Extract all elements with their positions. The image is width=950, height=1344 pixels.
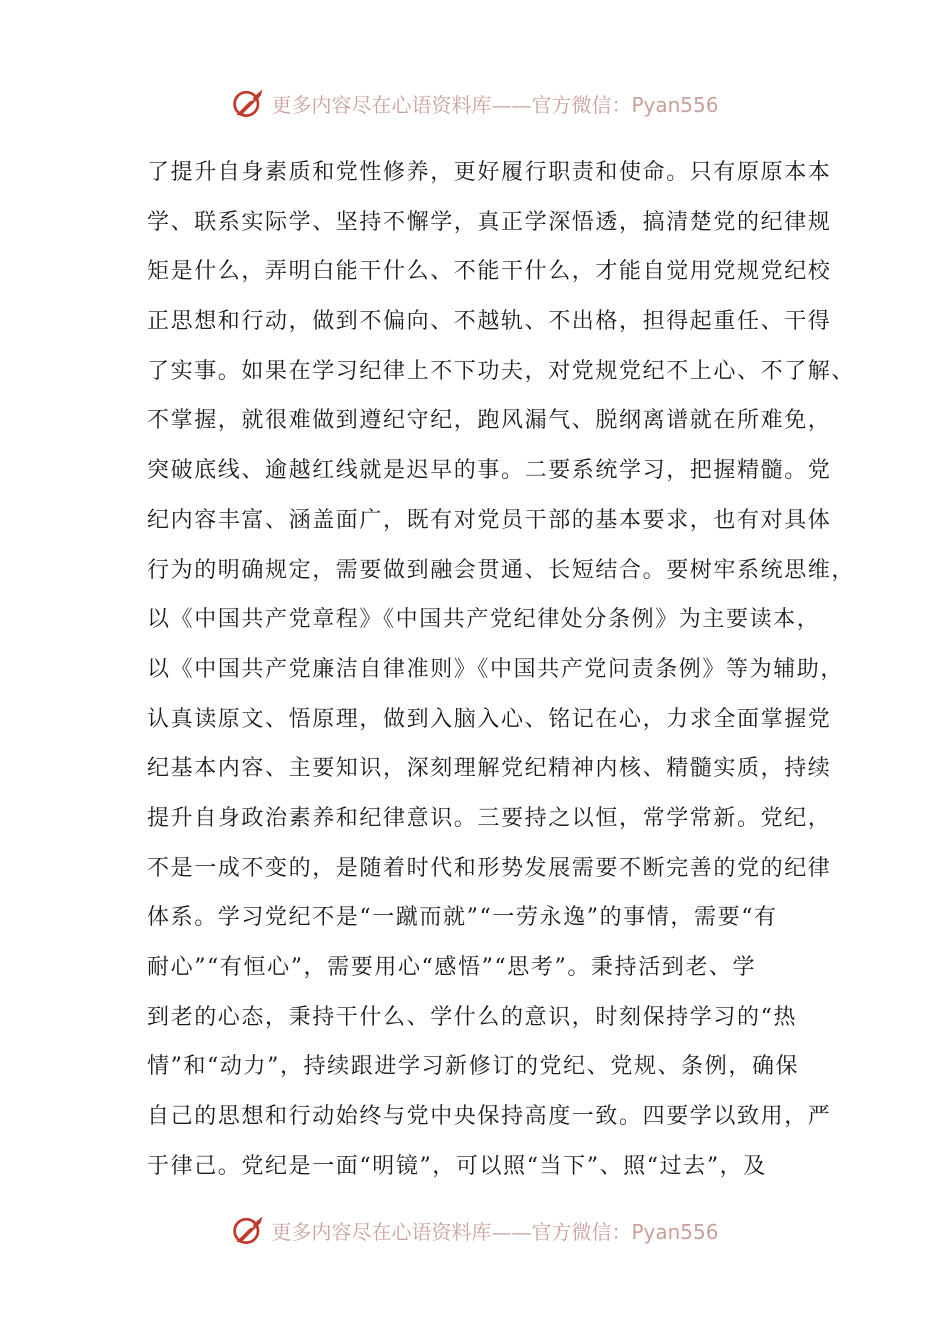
text-line: 不掌握，就很难做到遵纪守纪，跑风漏气、脱纲离谱就在所难免， [147,408,832,434]
footer-brand: 更多内容尽在心语资料库 [271,1219,492,1244]
pen-logo-icon [231,85,267,121]
header-brand: 更多内容尽在心语资料库 [271,92,492,117]
text-line: 情”和“动力”，持续跟进学习新修订的党纪、党规、条例，确保 [147,1054,800,1080]
header-watermark [0,83,950,123]
text-line: 认真读原文、悟原理，做到入脑入心、铭记在心，力求全面掌握党 [147,706,832,732]
text-line: 以《中国共产党廉洁自律准则》《中国共产党问责条例》等为辅助， [147,656,845,682]
text-line: 自己的思想和行动始终与党中央保持高度一致。四要学以致用，严 [147,1104,832,1130]
footer-dash: —— [491,1219,532,1244]
text-line: 行为的明确规定，需要做到融会贯通、长短结合。要树牢系统思维， [147,557,856,583]
text-line: 突破底线、逾越红线就是迟早的事。二要系统学习，把握精髓。党 [147,458,832,484]
footer-wechat: 官方微信：Pyan556 [531,1219,719,1244]
header-wechat: 官方微信：Pyan556 [531,92,719,117]
text-line: 矩是什么，弄明白能干什么、不能干什么，才能自觉用党规党纪校 [147,259,832,285]
text-line: 纪基本内容、主要知识，深刻理解党纪精神内核、精髓实质，持续 [147,756,832,782]
header-dash: —— [491,92,532,117]
text-line: 不是一成不变的，是随着时代和形势发展需要不断完善的党的纪律 [147,855,832,881]
text-line: 纪内容丰富、涵盖面广，既有对党员干部的基本要求，也有对具体 [147,507,832,533]
text-line: 正思想和行动，做到不偏向、不越轨、不出格，担得起重任、干得 [147,309,832,335]
footer-watermark [0,1210,950,1250]
text-line: 耐心”“有恒心”，需要用心“感悟”“思考”。秉持活到老、学 [147,955,757,980]
pen-logo-icon [231,1212,267,1248]
text-line: 于律己。党纪是一面“明镜”，可以照“当下”、照“过去”，及 [147,1153,767,1179]
text-line: 到老的心态，秉持干什么、学什么的意识，时刻保持学习的“热 [147,1004,798,1030]
text-line: 了实事。如果在学习纪律上不下功夫，对党规党纪不上心、不了解、 [147,358,856,384]
text-line: 提升自身政治素养和纪律意识。三要持之以恒，常学常新。党纪， [147,805,832,831]
text-line: 以《中国共产党章程》《中国共产党纪律处分条例》为主要读本， [147,607,821,633]
document-body [147,148,856,1191]
text-line: 体系。学习党纪不是“一蹴而就”“一劳永逸”的事情，需要“有 [147,905,778,931]
text-line: 了提升自身素质和党性修养，更好履行职责和使命。只有原原本本 [147,160,832,185]
text-line: 学、联系实际学、坚持不懈学，真正学深悟透，搞清楚党的纪律规 [147,209,832,235]
